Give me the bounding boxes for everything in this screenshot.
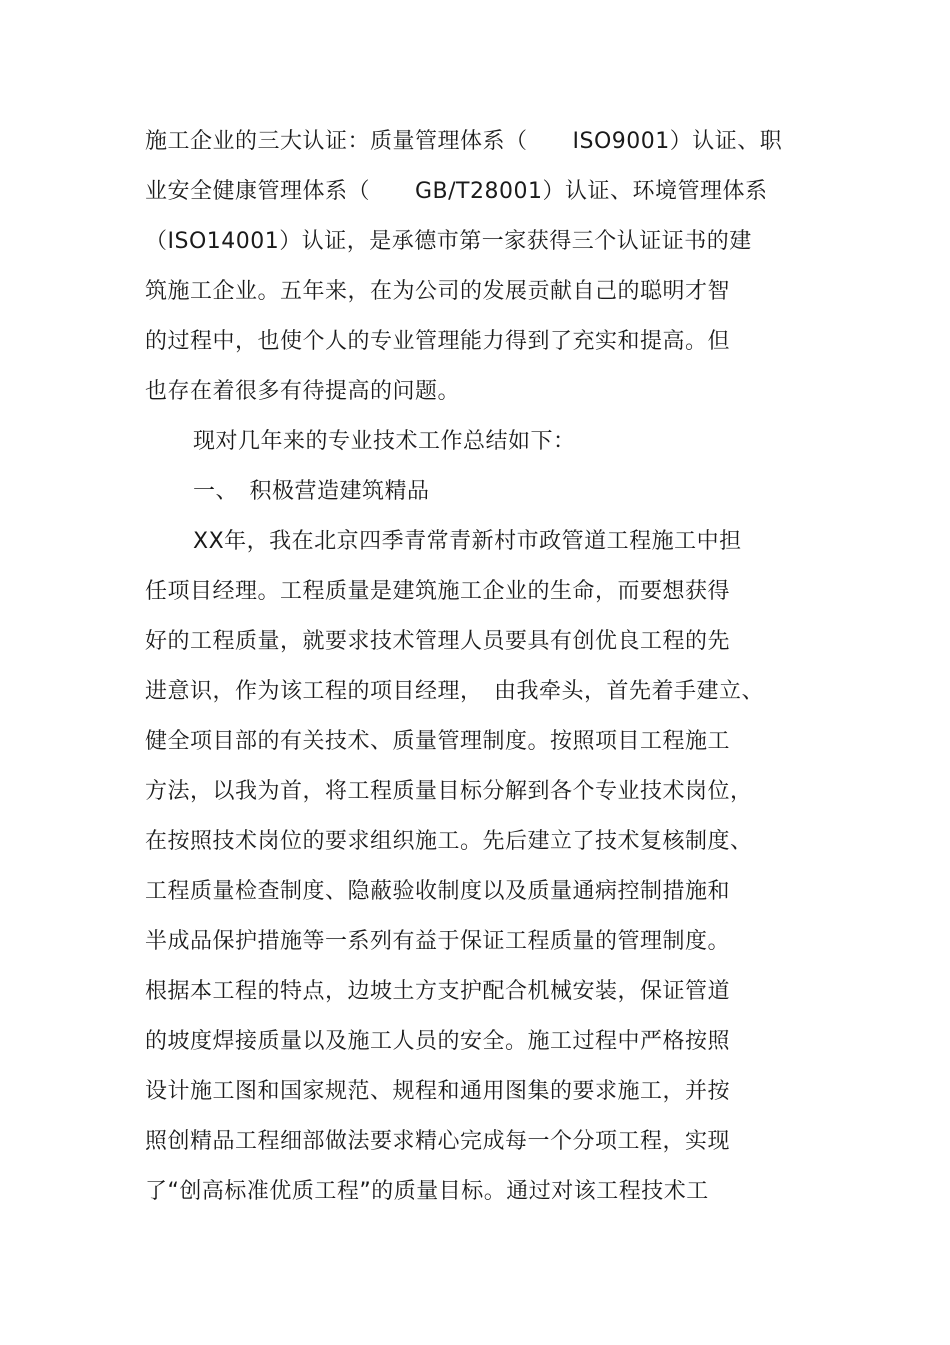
text-line: 任项目经理。工程质量是建筑施工企业的生命，而要想获得 (145, 579, 731, 604)
text-line: 健全项目部的有关技术、质量管理制度。按照项目工程施工 (145, 729, 731, 754)
text-line: 了“创高标准优质工程”的质量目标。通过对该工程技术工 (145, 1179, 709, 1204)
section-heading: 一、 积极营造建筑精品 (193, 479, 430, 504)
text-line: 也存在着很多有待提高的问题。 (145, 379, 461, 404)
text-line: 进意识，作为该工程的项目经理， 由我牵头，首先着手建立、 (145, 679, 765, 704)
text-line: 在按照技术岗位的要求组织施工。先后建立了技术复核制度、 (145, 829, 753, 854)
text-line: 的过程中，也使个人的专业管理能力得到了充实和提高。但 (145, 329, 731, 354)
text-line: 设计施工图和国家规范、规程和通用图集的要求施工，并按 (145, 1079, 731, 1104)
text-line: 业安全健康管理体系（ GB/T28001）认证、环境管理体系 (145, 179, 768, 204)
text-line: 照创精品工程细部做法要求精心完成每一个分项工程，实现 (145, 1129, 731, 1154)
paragraph-intro: 现对几年来的专业技术工作总结如下： (193, 429, 576, 454)
text-line: 工程质量检查制度、隐蔽验收制度以及质量通病控制措施和 (145, 879, 731, 904)
text-line: 半成品保护措施等一系列有益于保证工程质量的管理制度。 (145, 929, 731, 954)
text-line: XX年，我在北京四季青常青新村市政管道工程施工中担 (193, 529, 742, 554)
text-line: 根据本工程的特点，边坡土方支护配合机械安装，保证管道 (145, 979, 731, 1004)
text-line: （ISO14001）认证，是承德市第一家获得三个认证证书的建 (145, 229, 752, 254)
text-line: 方法，以我为首，将工程质量目标分解到各个专业技术岗位， (145, 779, 753, 804)
text-line: 筑施工企业。五年来，在为公司的发展贡献自己的聪明才智 (145, 279, 731, 304)
text-line: 的坡度焊接质量以及施工人员的安全。施工过程中严格按照 (145, 1029, 731, 1054)
text-line: 好的工程质量，就要求技术管理人员要具有创优良工程的先 (145, 629, 731, 654)
text-line: 施工企业的三大认证：质量管理体系（ ISO9001）认证、职 (145, 129, 783, 154)
